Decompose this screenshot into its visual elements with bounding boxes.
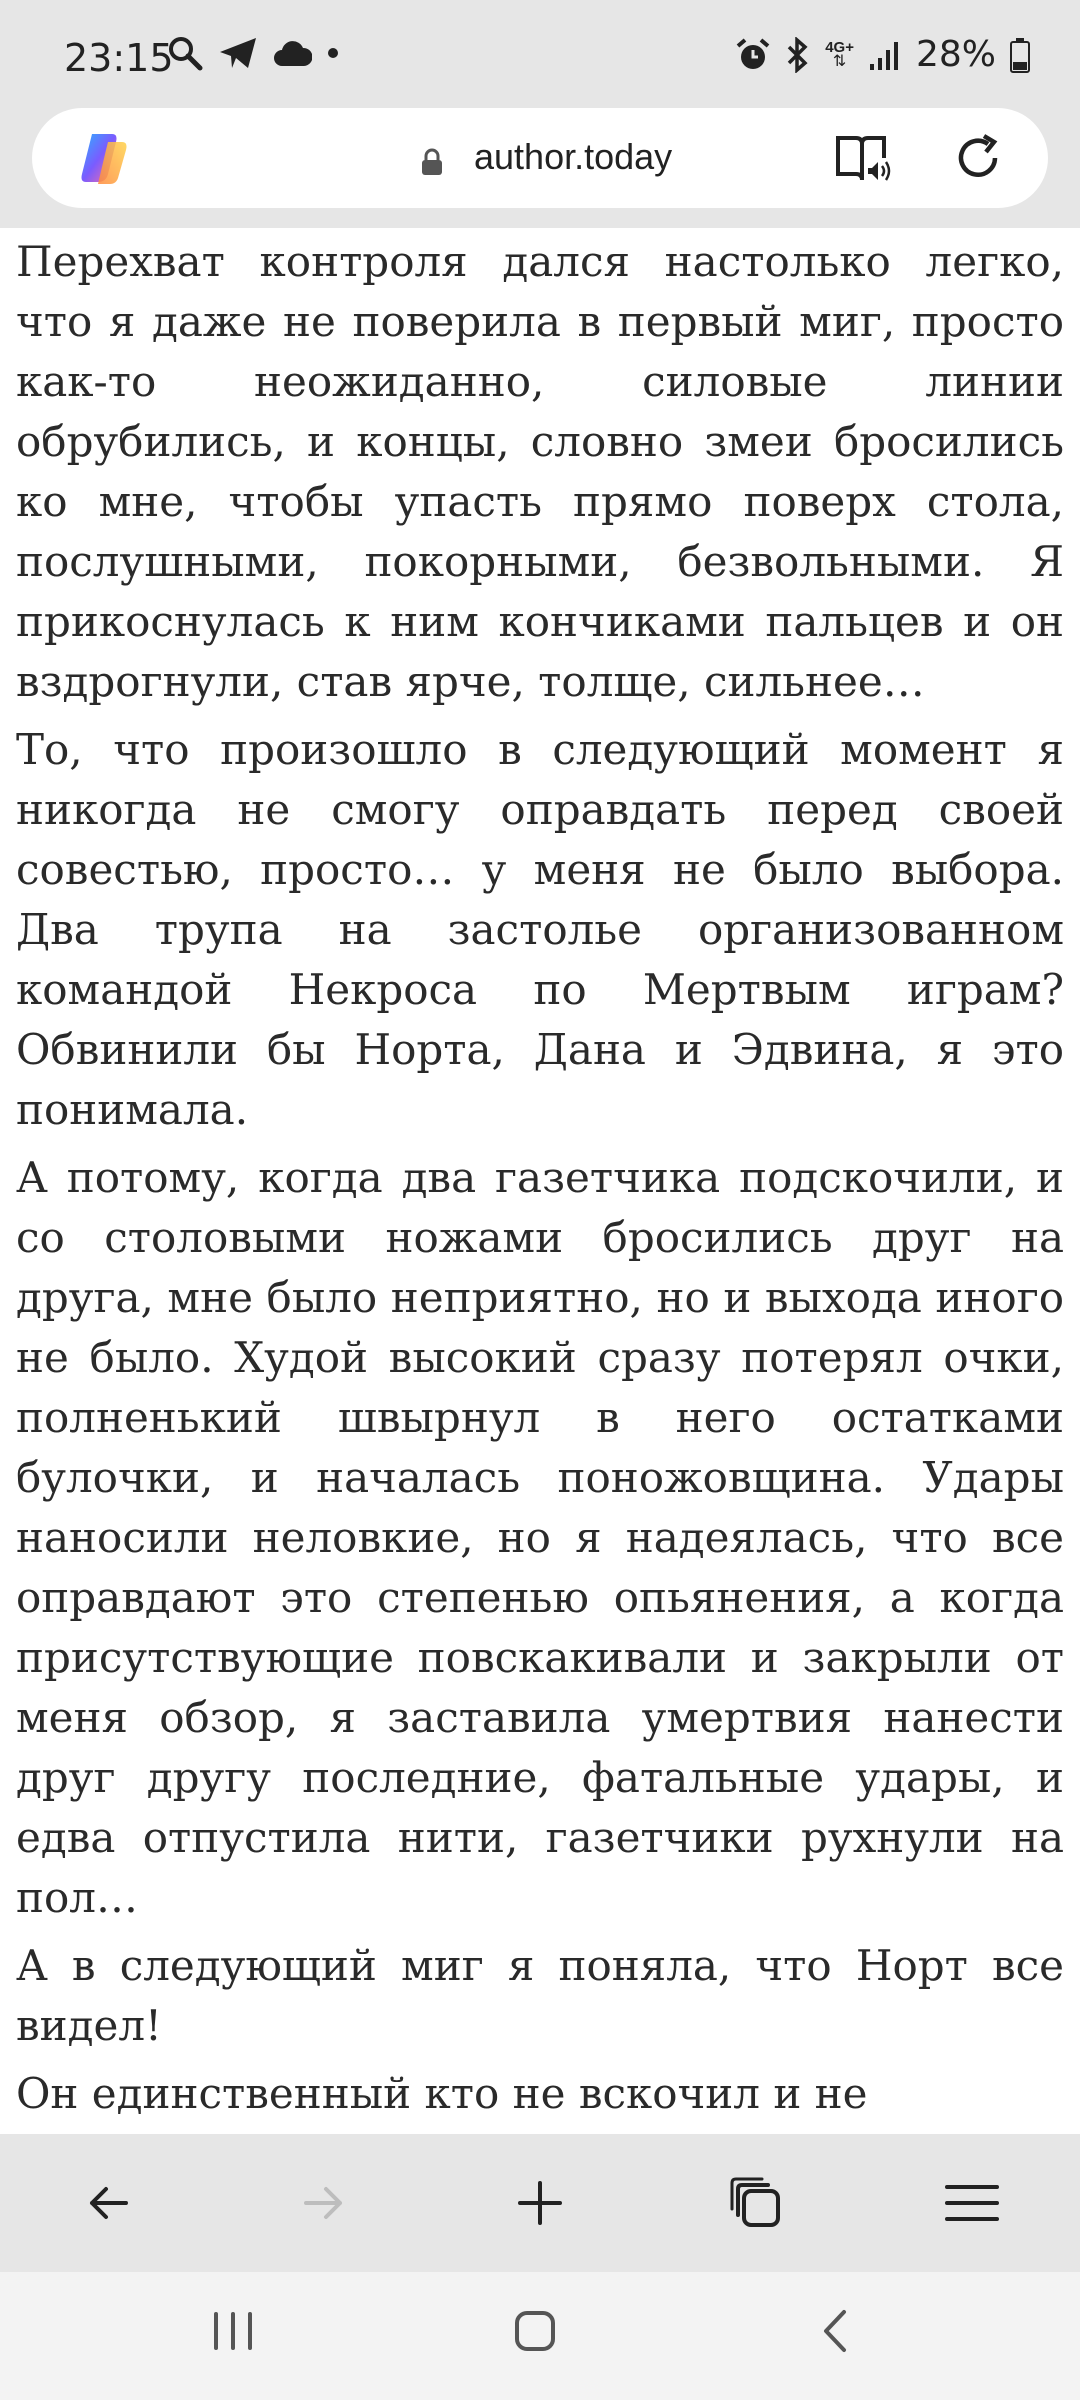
recent-apps-icon[interactable]	[208, 2306, 258, 2356]
paragraph: А потому, когда два газетчика подскочили, и со столовыми ножами бросились друг на друга, мне было неприятно, но и выхода иного не было. Худой высокий сразу потерял очки, полненький швырнул в него остатками булочки, и началась поножовщина. Удары наносили неловкие, но я надеялась, что все оправдают это степенью опьянения, а когда присутствующие повскакивали и закрыли от меня обзор, я заставила умертвия нанести друг другу последние, фатальные удары, и едва отпустила нити, газетчики рухнули на пол…	[16, 1153, 1064, 1922]
address-bar[interactable]	[32, 108, 1048, 208]
alarm-icon	[735, 37, 771, 73]
back-button[interactable]	[0, 2134, 216, 2272]
signal-icon	[868, 38, 902, 72]
dot-icon	[326, 46, 340, 60]
paragraph: А в следующий миг я поняла, что Норт все видел!	[16, 1941, 1064, 2050]
bluetooth-icon	[785, 37, 811, 73]
network-4g-icon: 4G+ ⇅	[825, 38, 854, 70]
search-icon	[166, 34, 204, 72]
home-icon[interactable]	[510, 2306, 560, 2356]
telegram-icon	[218, 34, 258, 72]
paragraph: Перехват контроля дался настолько легко, что я даже не поверила в первый миг, просто как-то неожиданно, силовые линии обрубились, и концы, словно змеи бросились ко мне, чтобы упасть прямо поверх стола, послушными, покорными, безвольными. Я прикоснулась к ним кончиками пальцев и он вздрогнули, став ярче, толще, сильнее…	[16, 237, 1064, 706]
menu-button[interactable]	[864, 2134, 1080, 2272]
paragraph: То, что произошло в следующий момент я никогда не смогу оправдать перед своей совестью, просто… у меня не было выбора. Два трупа на застолье организованном командой Некроса по Мертвым играм? Обвинили бы Норта, Дана и Эдвина, я это понимала.	[16, 725, 1064, 1134]
status-left-icons	[166, 34, 340, 72]
forward-icon	[300, 2179, 348, 2227]
battery-percent: 28%	[915, 34, 996, 75]
article-content[interactable]	[16, 232, 1064, 2134]
tabs-icon	[728, 2175, 784, 2231]
tabs-button[interactable]	[648, 2134, 864, 2272]
nav-back-icon[interactable]	[812, 2306, 862, 2356]
browser-header	[0, 100, 1080, 228]
network-label: 4G+	[825, 38, 854, 56]
status-right	[735, 34, 1030, 75]
system-nav-bar	[0, 2272, 1080, 2400]
cloud-icon	[272, 38, 312, 68]
new-tab-icon	[516, 2179, 564, 2227]
lock-icon	[420, 148, 444, 176]
new-tab-button[interactable]	[432, 2134, 648, 2272]
status-time: 23:15	[64, 36, 174, 80]
forward-button[interactable]	[216, 2134, 432, 2272]
copilot-icon[interactable]	[72, 128, 132, 188]
battery-icon	[1010, 37, 1030, 73]
reload-icon[interactable]	[948, 128, 1008, 188]
back-icon	[84, 2179, 132, 2227]
read-aloud-icon[interactable]	[832, 128, 892, 188]
paragraph: Он единственный кто не вскочил и не	[16, 2069, 868, 2118]
status-bar	[0, 0, 1080, 100]
menu-icon	[945, 2181, 999, 2225]
browser-toolbar	[0, 2134, 1080, 2272]
url-text[interactable]: author.today	[474, 136, 673, 177]
